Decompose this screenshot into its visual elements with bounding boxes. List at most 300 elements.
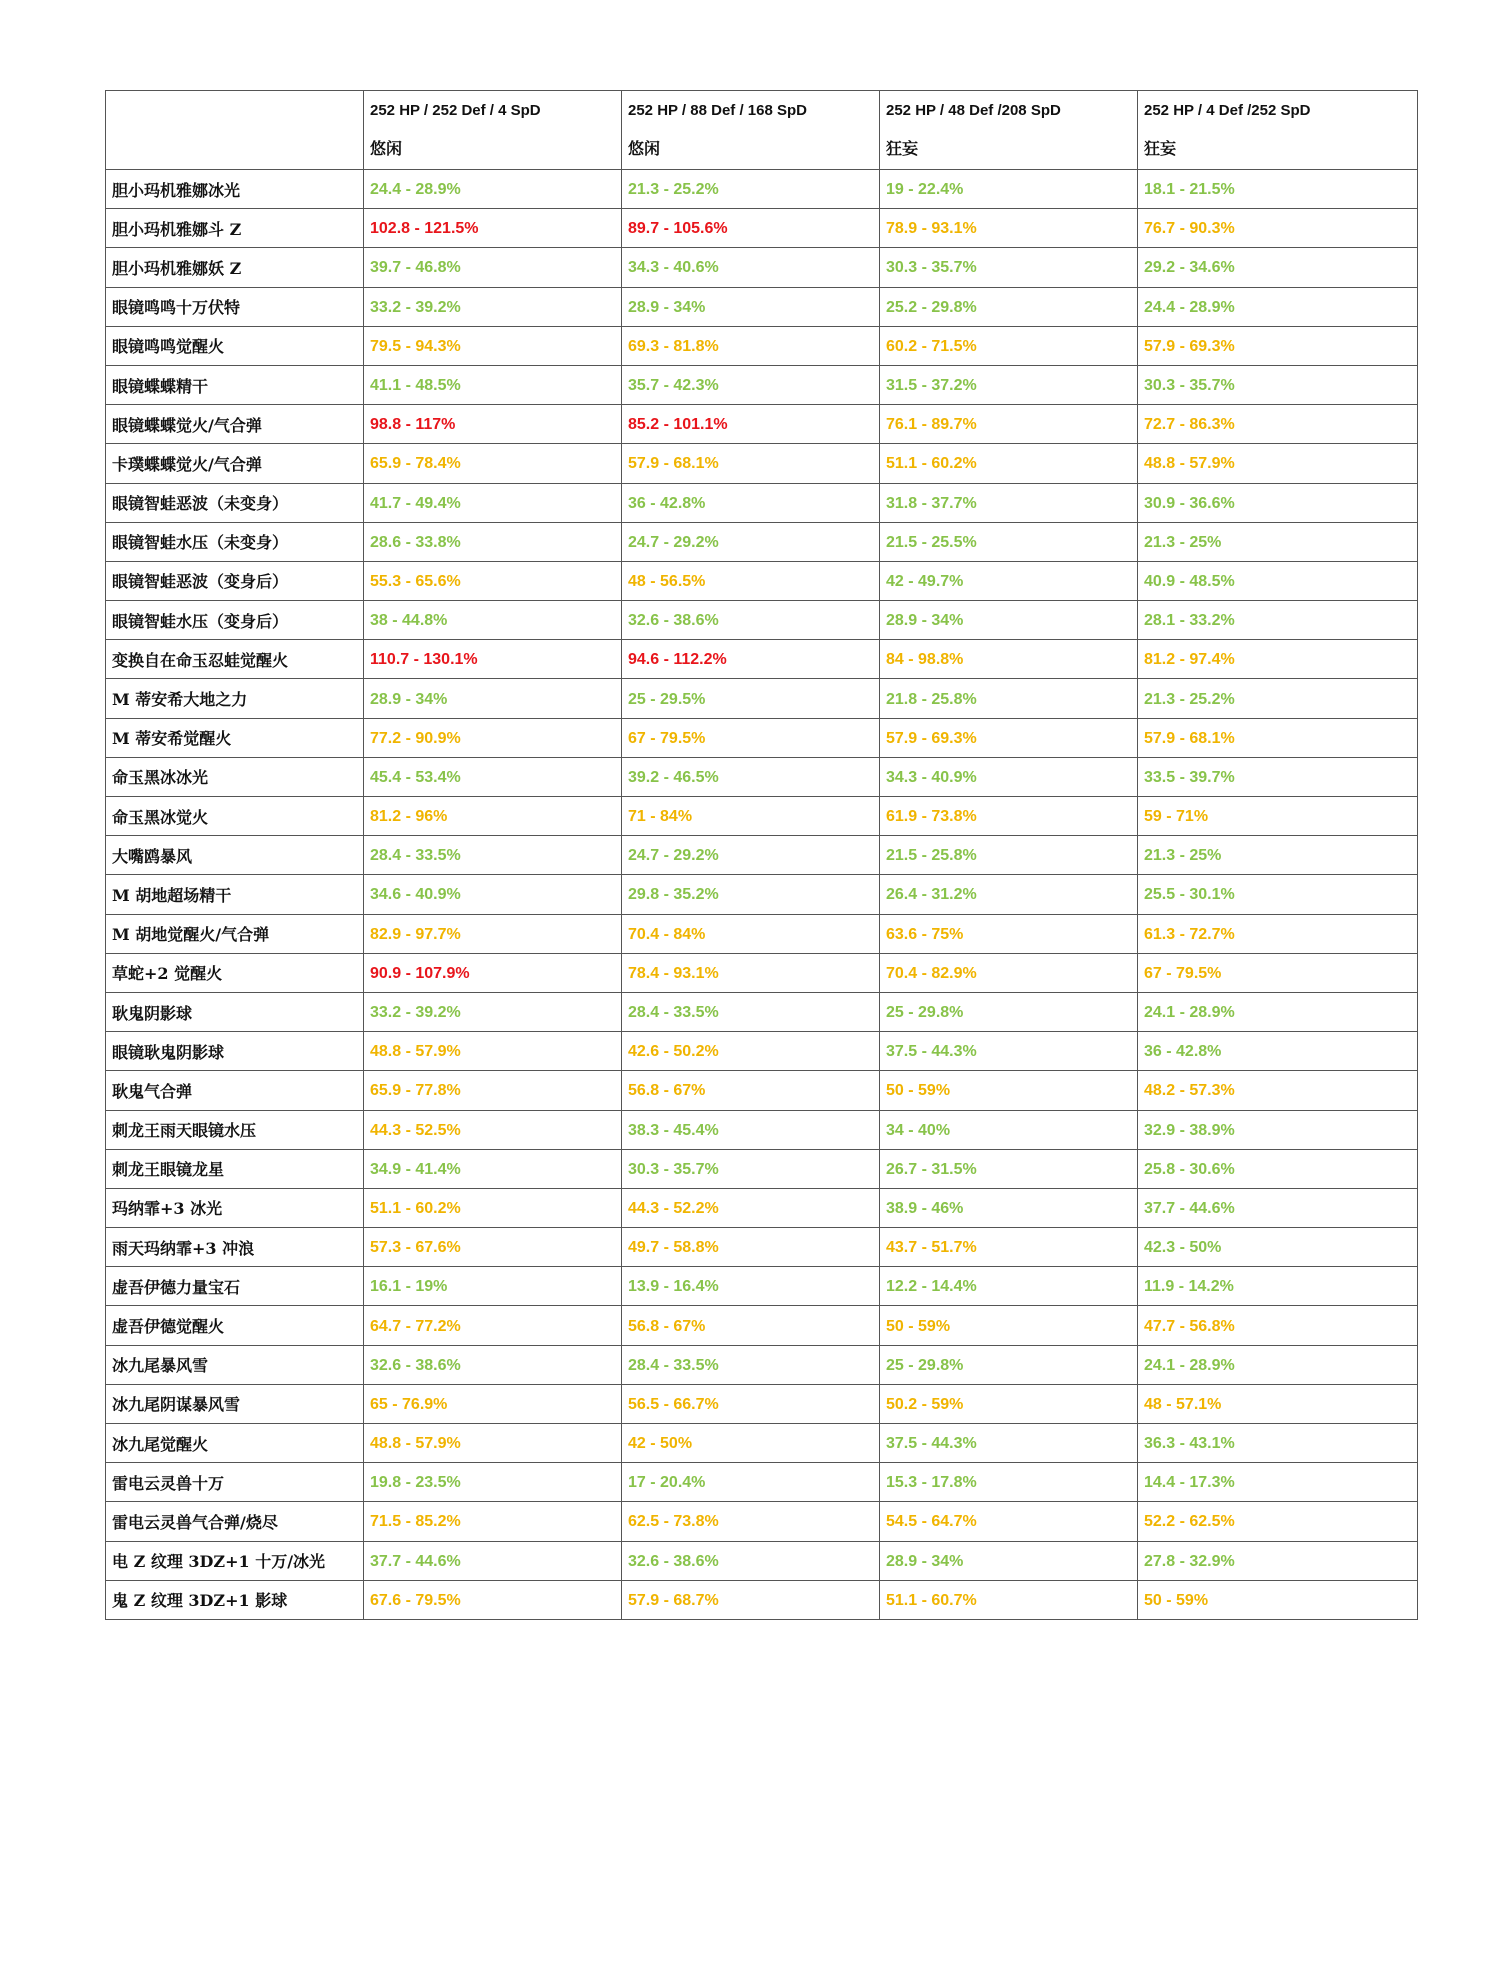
damage-cell [622,1424,880,1463]
damage-cell [1138,444,1418,483]
damage-range: 40.9 - 48.5% [1144,572,1235,590]
damage-range: 32.6 - 38.6% [370,1356,461,1374]
damage-range: 56.8 - 67% [628,1082,706,1100]
damage-cell [880,757,1138,796]
damage-cell [1138,522,1418,561]
damage-cell [880,209,1138,248]
damage-range: 62.5 - 73.8% [628,1513,719,1531]
attacker-cell [106,679,364,718]
attacker-label: 眼镜智蛙水压（变身后） [112,611,289,631]
damage-range: 25 - 29.8% [886,1004,964,1022]
attacker-label: 冰九尾阴谋暴风雪 [112,1395,241,1415]
damage-cell [880,1032,1138,1071]
damage-cell [1138,953,1418,992]
damage-range: 30.9 - 36.6% [1144,494,1235,512]
damage-cell [1138,1110,1418,1149]
damage-range: 27.8 - 32.9% [1144,1552,1235,1570]
table-row [106,1228,1418,1267]
table-row [106,1502,1418,1541]
attacker-cell [106,875,364,914]
attacker-cell [106,718,364,757]
damage-range: 81.2 - 97.4% [1144,651,1235,669]
attacker-cell [106,1580,364,1619]
attacker-cell [106,836,364,875]
damage-range: 65.9 - 77.8% [370,1082,461,1100]
damage-range: 21.8 - 25.8% [886,690,977,708]
damage-range: 57.9 - 68.1% [1144,729,1235,747]
table-row [106,1110,1418,1149]
attacker-cell [106,1424,364,1463]
damage-range: 18.1 - 21.5% [1144,181,1235,199]
damage-range: 42.3 - 50% [1144,1239,1222,1257]
table-row [106,1424,1418,1463]
damage-cell [880,1541,1138,1580]
damage-cell [880,1228,1138,1267]
damage-cell [1138,1306,1418,1345]
attacker-label: 虚吾伊德觉醒火 [112,1317,225,1337]
damage-cell [1138,640,1418,679]
table-row [106,601,1418,640]
attacker-label: M 蒂安希觉醒火 [112,729,232,749]
damage-cell [1138,1424,1418,1463]
damage-cell [880,953,1138,992]
attacker-cell [106,1267,364,1306]
damage-range: 41.1 - 48.5% [370,377,461,395]
damage-cell [364,483,622,522]
table-row [106,1345,1418,1384]
damage-cell [364,679,622,718]
damage-range: 36.3 - 43.1% [1144,1435,1235,1453]
damage-cell [364,757,622,796]
attacker-label: 卡璞蝶蝶觉火/气合弹 [112,454,262,474]
damage-cell [1138,365,1418,404]
table-row [106,836,1418,875]
damage-range: 26.7 - 31.5% [886,1160,977,1178]
attacker-cell [106,953,364,992]
damage-cell [364,718,622,757]
damage-range: 28.4 - 33.5% [628,1356,719,1374]
header-nature: 悠闲 [370,139,403,158]
damage-range: 72.7 - 86.3% [1144,416,1235,434]
damage-range: 31.5 - 37.2% [886,377,977,395]
damage-range: 78.4 - 93.1% [628,964,719,982]
damage-range: 76.1 - 89.7% [886,416,977,434]
damage-range: 65 - 76.9% [370,1395,448,1413]
damage-cell [880,1463,1138,1502]
damage-range: 39.7 - 46.8% [370,259,461,277]
damage-range: 21.3 - 25.2% [628,181,719,199]
attacker-label: 眼镜智蛙恶波（未变身） [112,494,289,514]
table-row [106,483,1418,522]
damage-cell [364,1149,622,1188]
damage-cell [622,718,880,757]
damage-cell [880,1502,1138,1541]
damage-range: 24.4 - 28.9% [370,181,461,199]
damage-range: 21.5 - 25.8% [886,847,977,865]
attacker-label: 眼镜蝶蝶觉火/气合弹 [112,415,262,435]
damage-cell [880,405,1138,444]
table-row [106,757,1418,796]
attacker-cell [106,561,364,600]
damage-cell [1138,1345,1418,1384]
damage-cell [622,561,880,600]
attacker-label: 耿鬼阴影球 [112,1003,193,1023]
damage-cell [622,797,880,836]
damage-cell [622,1306,880,1345]
damage-range: 36 - 42.8% [628,494,706,512]
damage-range: 50 - 59% [1144,1591,1209,1609]
damage-range: 25 - 29.5% [628,690,706,708]
damage-cell [364,248,622,287]
damage-range: 12.2 - 14.4% [886,1278,977,1296]
damage-range: 48 - 56.5% [628,572,706,590]
header-cell [880,91,1138,170]
damage-cell [364,953,622,992]
damage-cell [622,326,880,365]
damage-cell [1138,287,1418,326]
damage-cell [1138,1463,1418,1502]
attacker-label: 眼镜智蛙恶波（变身后） [112,572,289,592]
attacker-cell [106,1110,364,1149]
damage-range: 76.7 - 90.3% [1144,220,1235,238]
attacker-cell [106,405,364,444]
damage-range: 21.3 - 25% [1144,533,1222,551]
damage-range: 34.9 - 41.4% [370,1160,461,1178]
attacker-label: 眼镜鸣鸣十万伏特 [112,298,241,318]
damage-range: 15.3 - 17.8% [886,1474,977,1492]
damage-cell [880,287,1138,326]
attacker-label: 眼镜蝶蝶精干 [112,376,209,396]
attacker-cell [106,1384,364,1423]
attacker-label: 电 Z 纹理 3DZ+1 十万/冰光 [112,1552,326,1572]
table-row [106,444,1418,483]
table-row [106,1188,1418,1227]
damage-cell [1138,875,1418,914]
attacker-cell [106,522,364,561]
damage-cell [364,1306,622,1345]
damage-cell [622,1267,880,1306]
table-row [106,718,1418,757]
damage-range: 36 - 42.8% [1144,1043,1222,1061]
damage-range: 29.8 - 35.2% [628,886,719,904]
damage-cell [622,170,880,209]
damage-cell [364,1228,622,1267]
damage-range: 49.7 - 58.8% [628,1239,719,1257]
damage-cell [880,914,1138,953]
damage-cell [364,561,622,600]
damage-cell [622,444,880,483]
header-corner-cell [106,91,364,170]
damage-range: 67 - 79.5% [628,729,706,747]
damage-cell [364,1502,622,1541]
damage-cell [622,1188,880,1227]
table-row [106,1267,1418,1306]
header-nature: 狂妄 [886,139,919,158]
attacker-cell [106,1502,364,1541]
damage-range: 39.2 - 46.5% [628,768,719,786]
damage-cell [880,1345,1138,1384]
damage-range: 56.5 - 66.7% [628,1395,719,1413]
attacker-label: M 胡地觉醒火/气合弹 [112,925,270,945]
damage-cell [622,1502,880,1541]
attacker-cell [106,483,364,522]
attacker-label: 冰九尾暴风雪 [112,1356,209,1376]
damage-range: 38.3 - 45.4% [628,1121,719,1139]
damage-range: 13.9 - 16.4% [628,1278,719,1296]
damage-range: 34.3 - 40.9% [886,768,977,786]
damage-range: 89.7 - 105.6% [628,220,728,238]
damage-range: 41.7 - 49.4% [370,494,461,512]
attacker-label: 雨天玛纳霏+3 冲浪 [112,1238,255,1258]
attacker-cell [106,365,364,404]
damage-range: 33.2 - 39.2% [370,1004,461,1022]
damage-cell [622,1580,880,1619]
attacker-label: 命玉黑冰觉火 [112,807,209,827]
damage-cell [880,1110,1138,1149]
damage-cell [1138,248,1418,287]
damage-cell [622,953,880,992]
attacker-label: 雷电云灵兽气合弹/烧尽 [112,1512,278,1532]
damage-range: 67.6 - 79.5% [370,1591,461,1609]
damage-range: 50 - 59% [886,1082,951,1100]
damage-cell [1138,1032,1418,1071]
attacker-cell [106,992,364,1031]
damage-range: 67 - 79.5% [1144,964,1222,982]
damage-range: 98.8 - 117% [370,416,456,434]
table-row [106,1032,1418,1071]
table-row [106,640,1418,679]
attacker-cell [106,1463,364,1502]
damage-cell [364,992,622,1031]
damage-cell [1138,757,1418,796]
damage-cell [364,836,622,875]
damage-cell [1138,1071,1418,1110]
damage-cell [880,836,1138,875]
damage-range: 42 - 50% [628,1435,693,1453]
table-row [106,992,1418,1031]
damage-range: 50.2 - 59% [886,1395,964,1413]
damage-range: 59 - 71% [1144,808,1209,826]
damage-cell [364,1267,622,1306]
damage-range: 71.5 - 85.2% [370,1513,461,1531]
damage-range: 54.5 - 64.7% [886,1513,977,1531]
damage-cell [880,1267,1138,1306]
damage-range: 19.8 - 23.5% [370,1474,461,1492]
damage-range: 25 - 29.8% [886,1356,964,1374]
damage-range: 52.2 - 62.5% [1144,1513,1235,1531]
damage-range: 11.9 - 14.2% [1144,1278,1234,1296]
attacker-label: 玛纳霏+3 冰光 [112,1199,223,1219]
header-spread: 252 HP / 48 Def /208 SpD [886,102,1061,119]
damage-range: 24.1 - 28.9% [1144,1004,1235,1022]
attacker-cell [106,1032,364,1071]
damage-range: 25.2 - 29.8% [886,298,977,316]
damage-range: 37.7 - 44.6% [370,1552,461,1570]
damage-cell [622,365,880,404]
damage-cell [1138,797,1418,836]
damage-range: 37.5 - 44.3% [886,1435,977,1453]
attacker-cell [106,1541,364,1580]
damage-range: 21.3 - 25.2% [1144,690,1235,708]
damage-range: 71 - 84% [628,808,693,826]
damage-range: 35.7 - 42.3% [628,377,719,395]
damage-range: 38.9 - 46% [886,1199,964,1217]
table-row [106,797,1418,836]
damage-cell [880,561,1138,600]
damage-range: 65.9 - 78.4% [370,455,461,473]
header-spread: 252 HP / 252 Def / 4 SpD [370,102,541,119]
damage-cell [880,992,1138,1031]
damage-cell [364,1384,622,1423]
header-spread: 252 HP / 88 Def / 168 SpD [628,102,807,119]
damage-range: 57.9 - 69.3% [886,729,977,747]
attacker-label: M 胡地超场精干 [112,885,232,905]
damage-range: 33.5 - 39.7% [1144,768,1235,786]
damage-range: 24.7 - 29.2% [628,533,719,551]
damage-cell [364,875,622,914]
header-row [106,91,1418,170]
attacker-cell [106,326,364,365]
table-row [106,1580,1418,1619]
table-body [106,91,1418,1620]
damage-range: 24.7 - 29.2% [628,847,719,865]
attacker-label: 耿鬼气合弹 [112,1081,193,1101]
attacker-cell [106,248,364,287]
damage-range: 34.3 - 40.6% [628,259,719,277]
damage-cell [880,1188,1138,1227]
attacker-label: 鬼 Z 纹理 3DZ+1 影球 [112,1591,288,1611]
damage-range: 77.2 - 90.9% [370,729,461,747]
attacker-label: 变换自在命玉忍蛙觉醒火 [112,650,289,670]
damage-range: 85.2 - 101.1% [628,416,728,434]
damage-range: 55.3 - 65.6% [370,572,461,590]
damage-cell [622,992,880,1031]
damage-range: 16.1 - 19% [370,1278,448,1296]
damage-cell [364,797,622,836]
damage-cell [880,1580,1138,1619]
damage-range: 28.4 - 33.5% [370,847,461,865]
damage-cell [364,1071,622,1110]
table-row [106,561,1418,600]
damage-cell [880,365,1138,404]
damage-cell [1138,483,1418,522]
damage-range: 37.5 - 44.3% [886,1043,977,1061]
damage-cell [622,1228,880,1267]
damage-range: 48.8 - 57.9% [1144,455,1235,473]
damage-cell [622,1541,880,1580]
damage-range: 43.7 - 51.7% [886,1239,977,1257]
damage-range: 60.2 - 71.5% [886,337,977,355]
table-row [106,170,1418,209]
damage-cell [880,1149,1138,1188]
table-row [106,326,1418,365]
damage-range: 69.3 - 81.8% [628,337,719,355]
attacker-label: 眼镜耿鬼阴影球 [112,1042,225,1062]
damage-range: 30.3 - 35.7% [1144,377,1235,395]
damage-range: 47.7 - 56.8% [1144,1317,1235,1335]
damage-cell [880,640,1138,679]
attacker-label: 虚吾伊德力量宝石 [112,1277,241,1297]
damage-range: 32.6 - 38.6% [628,612,719,630]
attacker-label: 大嘴鸥暴风 [112,846,193,866]
attacker-cell [106,601,364,640]
damage-range: 25.5 - 30.1% [1144,886,1235,904]
attacker-label: 胆小玛机雅娜妖 Z [112,258,242,278]
damage-cell [622,1071,880,1110]
damage-cell [622,875,880,914]
damage-cell [364,914,622,953]
damage-cell [1138,405,1418,444]
damage-cell [1138,326,1418,365]
table-row [106,1071,1418,1110]
damage-range: 84 - 98.8% [886,651,964,669]
damage-cell [622,287,880,326]
damage-range: 17 - 20.4% [628,1474,706,1492]
damage-cell [622,1149,880,1188]
damage-cell [1138,561,1418,600]
damage-cell [1138,170,1418,209]
damage-range: 90.9 - 107.9% [370,964,470,982]
damage-cell [364,640,622,679]
damage-cell [1138,1580,1418,1619]
damage-range: 24.1 - 28.9% [1144,1356,1235,1374]
damage-range: 34.6 - 40.9% [370,886,461,904]
table-row [106,1541,1418,1580]
table-row [106,953,1418,992]
damage-cell [880,483,1138,522]
table-row [106,1149,1418,1188]
damage-range: 70.4 - 82.9% [886,964,977,982]
damage-cell [364,444,622,483]
damage-range: 28.1 - 33.2% [1144,612,1235,630]
damage-cell [880,170,1138,209]
damage-range: 28.9 - 34% [886,1552,964,1570]
damage-cell [622,679,880,718]
damage-cell [622,640,880,679]
damage-cell [364,170,622,209]
damage-cell [364,1580,622,1619]
damage-range: 21.5 - 25.5% [886,533,977,551]
attacker-label: 胆小玛机雅娜斗 Z [112,219,242,239]
header-cell [364,91,622,170]
attacker-cell [106,1228,364,1267]
damage-range: 48 - 57.1% [1144,1395,1222,1413]
damage-range: 50 - 59% [886,1317,951,1335]
damage-cell [880,1384,1138,1423]
damage-cell [880,444,1138,483]
damage-range: 28.9 - 34% [370,690,448,708]
table-row [106,1384,1418,1423]
attacker-cell [106,640,364,679]
damage-cell [880,718,1138,757]
damage-cell [1138,836,1418,875]
damage-range: 44.3 - 52.5% [370,1121,461,1139]
damage-range: 42 - 49.7% [886,572,964,590]
damage-range: 30.3 - 35.7% [886,259,977,277]
attacker-cell [106,914,364,953]
damage-cell [880,1424,1138,1463]
damage-cell [622,1463,880,1502]
damage-cell [880,797,1138,836]
damage-range: 51.1 - 60.7% [886,1591,977,1609]
damage-cell [364,601,622,640]
damage-cell [1138,1267,1418,1306]
damage-range: 28.9 - 34% [886,612,964,630]
damage-cell [622,522,880,561]
damage-range: 61.3 - 72.7% [1144,925,1235,943]
damage-cell [622,757,880,796]
attacker-label: 雷电云灵兽十万 [112,1473,225,1493]
